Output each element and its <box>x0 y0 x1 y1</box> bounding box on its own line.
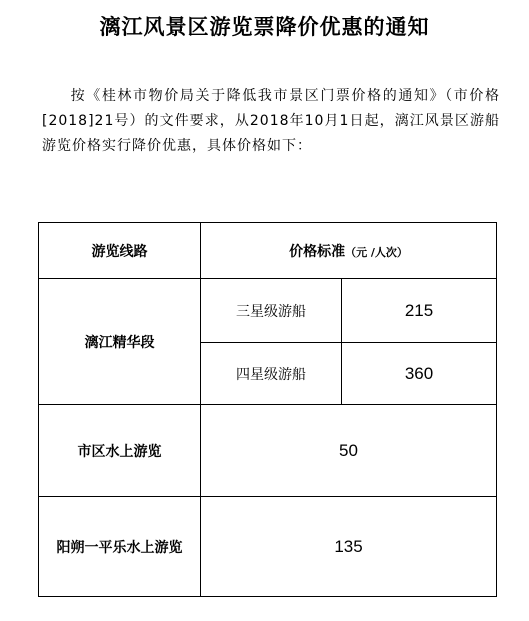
tier-cell: 三星级游船 <box>201 279 342 343</box>
table-header-row <box>39 223 497 279</box>
header-price-unit: （元 /人次） <box>345 245 408 259</box>
route-cell: 漓江精华段 <box>39 279 201 405</box>
table-row <box>39 405 497 497</box>
route-cell: 市区水上游览 <box>39 405 201 497</box>
table-row <box>39 497 497 597</box>
price-cell: 50 <box>201 405 497 497</box>
tier-cell: 四星级游船 <box>201 343 342 405</box>
price-cell: 215 <box>342 279 497 343</box>
header-route: 游览线路 <box>39 223 201 279</box>
header-price-label: 价格标准 <box>289 243 346 260</box>
notice-body-text: 按《桂林市物价局关于降低我市景区门票价格的通知》（市价格[2018]21号）的文件要求，从2018年10月1日起，漓江风景区游船游览价格实行降价优惠，具体价格如下： <box>42 88 500 154</box>
notice-title: 漓江风景区游览票降价优惠的通知 <box>99 14 430 39</box>
notice-body <box>42 84 500 159</box>
route-cell: 阳朔一平乐水上游览 <box>39 497 201 597</box>
header-price <box>201 223 497 279</box>
price-cell: 135 <box>201 497 497 597</box>
table-row <box>39 279 497 343</box>
price-table <box>38 222 497 597</box>
price-cell: 360 <box>342 343 497 405</box>
